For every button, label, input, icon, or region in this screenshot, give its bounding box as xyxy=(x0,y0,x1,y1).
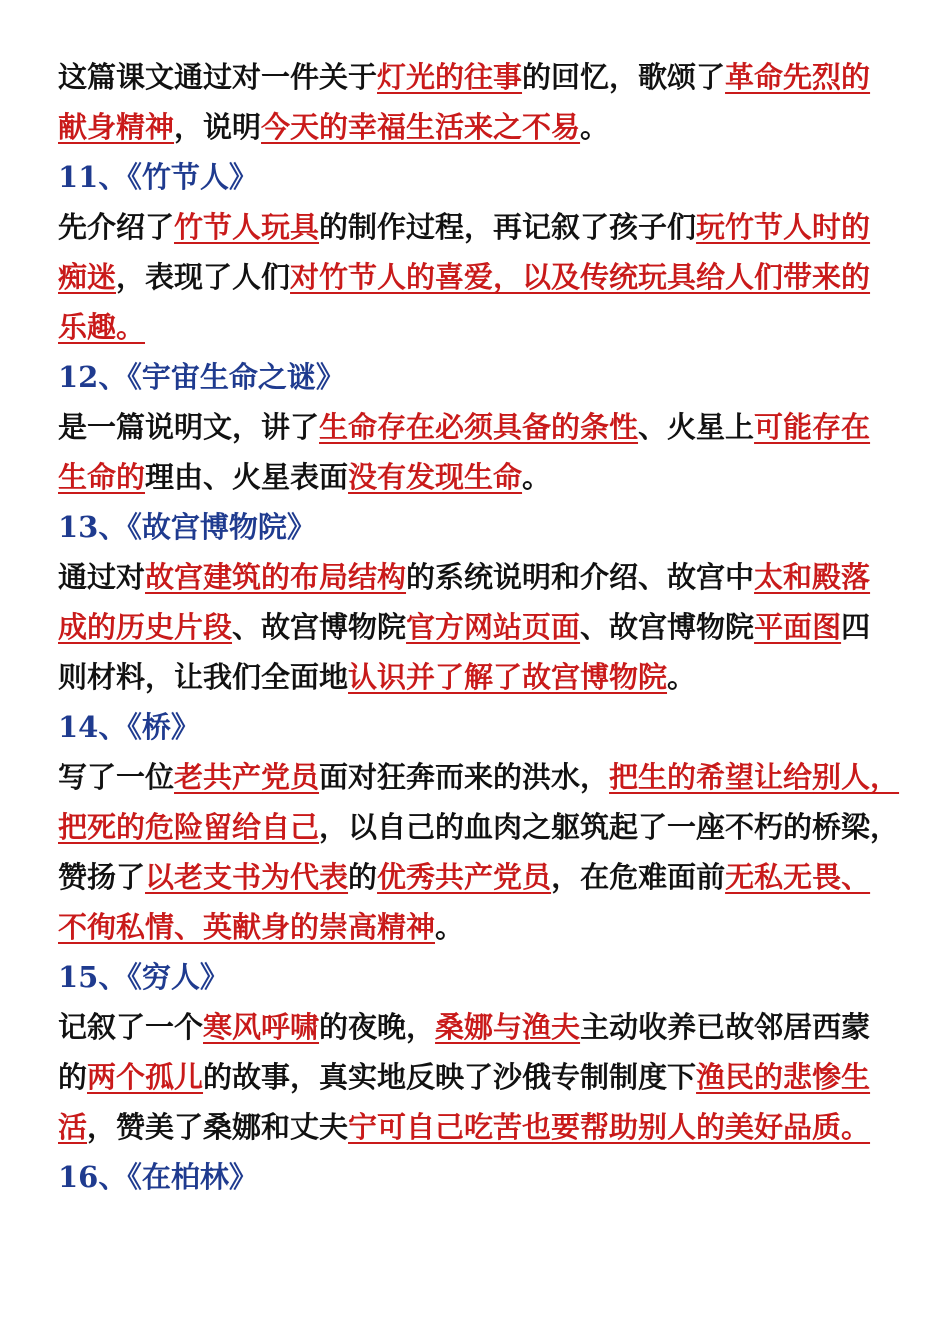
plain-text: 、故宫博物院 xyxy=(580,610,755,644)
summary-line xyxy=(58,252,900,302)
plain-text: 的回忆，歌颂了 xyxy=(522,60,726,94)
summary-line xyxy=(58,652,900,702)
plain-text: ，在危难面前 xyxy=(551,860,726,894)
plain-text: 主动收养已故邻居西蒙 xyxy=(580,1010,871,1044)
highlighted-keyphrase: 把死的危险留给自己 xyxy=(58,810,320,844)
summary-line xyxy=(58,52,900,102)
summary-line xyxy=(58,552,900,602)
plain-text: ，以自己的血肉之躯筑起了一座不朽的桥梁， xyxy=(319,810,900,844)
plain-text: 则材料，让我们全面地 xyxy=(58,660,349,694)
plain-text: 14、《桥》 xyxy=(58,710,200,744)
plain-text: 。 xyxy=(435,910,465,944)
summary-line xyxy=(58,402,900,452)
summary-line xyxy=(58,852,900,902)
plain-text: ，说明 xyxy=(174,110,262,144)
highlighted-keyphrase: 故宫建筑的布局结构 xyxy=(145,560,407,594)
summary-line xyxy=(58,602,900,652)
summary-line xyxy=(58,1002,900,1052)
highlighted-keyphrase: 对竹节人的喜爱，以及传统玩具给人们带来的 xyxy=(290,260,871,294)
highlighted-keyphrase: 宁可自己吃苦也要帮助别人的美好品质。 xyxy=(348,1110,871,1144)
plain-text: 四 xyxy=(841,610,871,644)
plain-text: 11、《竹节人》 xyxy=(58,160,258,194)
plain-text: 13、《故宫博物院》 xyxy=(58,510,316,544)
lesson-heading xyxy=(58,702,900,752)
lesson-heading xyxy=(58,352,900,402)
plain-text: 。 xyxy=(580,110,610,144)
plain-text: 先介绍了 xyxy=(58,210,175,244)
summary-line xyxy=(58,752,900,802)
plain-text: 赞扬了 xyxy=(58,860,146,894)
summary-line xyxy=(58,1102,900,1152)
highlighted-keyphrase: 没有发现生命 xyxy=(348,460,523,494)
plain-text: 这篇课文通过对一件关于 xyxy=(58,60,378,94)
highlighted-keyphrase: 以老支书为代表 xyxy=(145,860,349,894)
plain-text: 是一篇说明文，讲了 xyxy=(58,410,320,444)
summary-line xyxy=(58,102,900,152)
plain-text: 15、《穷人》 xyxy=(58,960,229,994)
highlighted-keyphrase: 活 xyxy=(58,1110,88,1144)
plain-text: 12、《宇宙生命之谜》 xyxy=(58,360,345,394)
summary-line xyxy=(58,802,900,852)
highlighted-keyphrase: 可能存在 xyxy=(754,410,871,444)
summary-line xyxy=(58,1052,900,1102)
highlighted-keyphrase: 生命存在必须具备的条性 xyxy=(319,410,639,444)
plain-text: 。 xyxy=(667,660,697,694)
highlighted-keyphrase: 生命的 xyxy=(58,460,146,494)
plain-text: ，表现了人们 xyxy=(116,260,291,294)
highlighted-keyphrase: 渔民的悲惨生 xyxy=(696,1060,871,1094)
highlighted-keyphrase: 竹节人玩具 xyxy=(174,210,320,244)
plain-text: 、故宫博物院 xyxy=(232,610,407,644)
highlighted-keyphrase: 桑娜与渔夫 xyxy=(435,1010,581,1044)
plain-text: 记叙了一个 xyxy=(58,1010,204,1044)
summary-line xyxy=(58,302,900,352)
highlighted-keyphrase: 平面图 xyxy=(754,610,842,644)
plain-text: 的 xyxy=(58,1060,88,1094)
highlighted-keyphrase: 成的历史片段 xyxy=(58,610,233,644)
highlighted-keyphrase: 玩竹节人时的 xyxy=(696,210,871,244)
document-page xyxy=(58,52,900,1202)
plain-text: 写了一位 xyxy=(58,760,175,794)
highlighted-keyphrase: 革命先烈的 xyxy=(725,60,871,94)
plain-text: 。 xyxy=(522,460,552,494)
plain-text: 的系统说明和介绍、故宫中 xyxy=(406,560,755,594)
highlighted-keyphrase: 寒风呼啸 xyxy=(203,1010,320,1044)
highlighted-keyphrase: 献身精神 xyxy=(58,110,175,144)
highlighted-keyphrase: 灯光的往事 xyxy=(377,60,523,94)
summary-line xyxy=(58,902,900,952)
plain-text: 理由、火星表面 xyxy=(145,460,349,494)
highlighted-keyphrase: 太和殿落 xyxy=(754,560,871,594)
plain-text: 、火星上 xyxy=(638,410,755,444)
plain-text: 的 xyxy=(348,860,378,894)
highlighted-keyphrase: 无私无畏、 xyxy=(725,860,871,894)
lesson-heading xyxy=(58,502,900,552)
plain-text: 的夜晚， xyxy=(319,1010,436,1044)
summary-line xyxy=(58,452,900,502)
lesson-heading xyxy=(58,152,900,202)
plain-text: ，赞美了桑娜和丈夫 xyxy=(87,1110,349,1144)
highlighted-keyphrase: 今天的幸福生活来之不易 xyxy=(261,110,581,144)
plain-text: 通过对 xyxy=(58,560,146,594)
highlighted-keyphrase: 两个孤儿 xyxy=(87,1060,204,1094)
summary-line xyxy=(58,202,900,252)
highlighted-keyphrase: 老共产党员 xyxy=(174,760,320,794)
highlighted-keyphrase: 把生的希望让给别人， xyxy=(609,760,900,794)
highlighted-keyphrase: 认识并了解了故宫博物院 xyxy=(348,660,668,694)
highlighted-keyphrase: 不徇私情、英献身的崇高精神 xyxy=(58,910,436,944)
plain-text: 16、《在柏林》 xyxy=(58,1160,258,1194)
plain-text: 的故事，真实地反映了沙俄专制制度下 xyxy=(203,1060,697,1094)
highlighted-keyphrase: 官方网站页面 xyxy=(406,610,581,644)
highlighted-keyphrase: 优秀共产党员 xyxy=(377,860,552,894)
highlighted-keyphrase: 痴迷 xyxy=(58,260,117,294)
lesson-heading xyxy=(58,1152,900,1202)
plain-text: 面对狂奔而来的洪水， xyxy=(319,760,610,794)
highlighted-keyphrase: 乐趣。 xyxy=(58,310,146,344)
plain-text: 的制作过程，再记叙了孩子们 xyxy=(319,210,697,244)
lesson-heading xyxy=(58,952,900,1002)
